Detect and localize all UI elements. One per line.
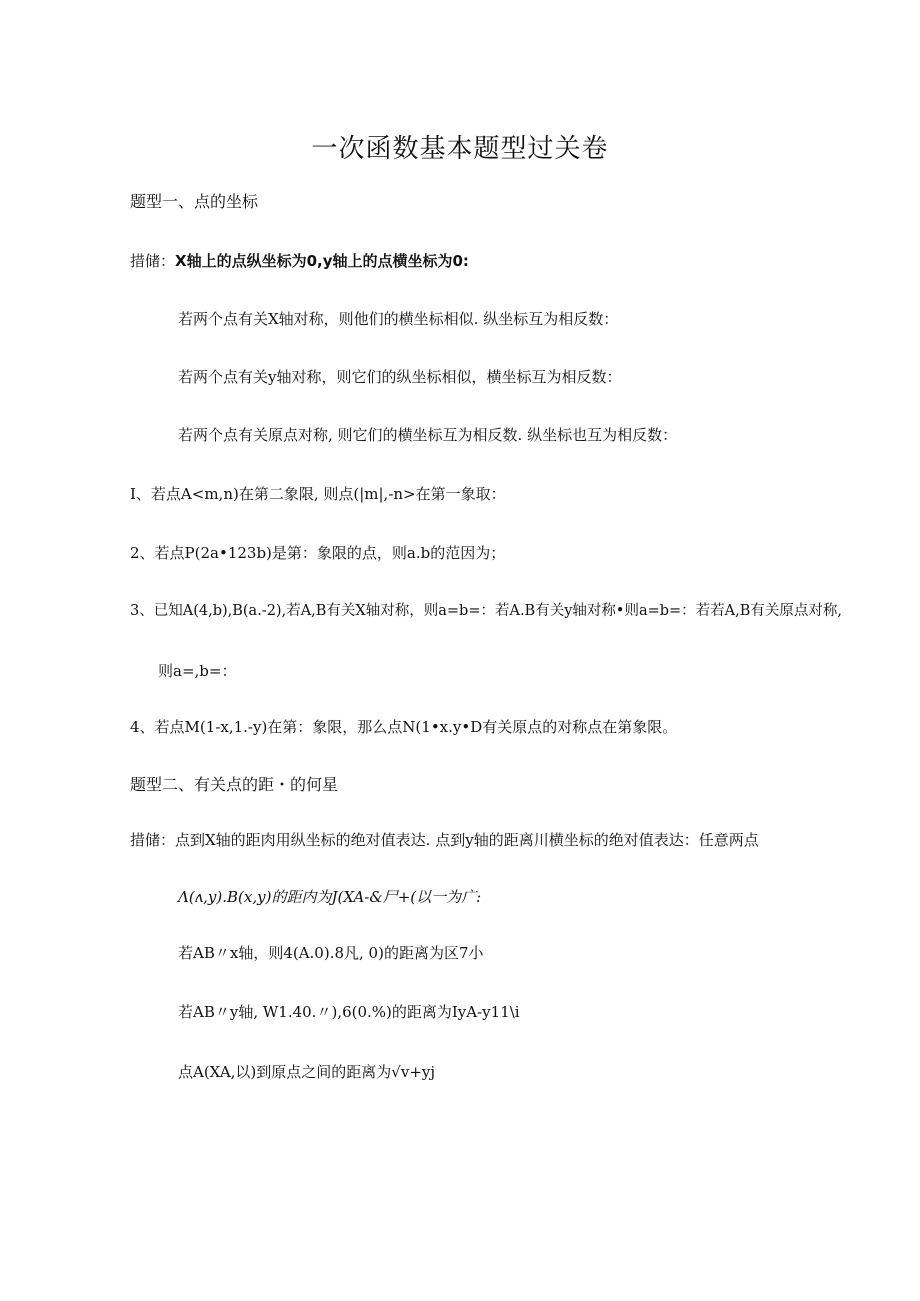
section2-rule: 措储：点到X轴的距肉用纵坐标的绝对值表达. 点到y轴的距离川横坐标的绝对值表达：任意两点 <box>130 831 759 849</box>
rule-text: X轴上的点纵坐标为0,y轴上的点横坐标为0: <box>175 252 469 270</box>
distance-formula: Λ(ʌ,y).B(x,y)的距内为J(XA-&尸+(以一为广: <box>178 888 482 906</box>
section1-rule <box>130 251 469 271</box>
symmetry-x-axis: 若两个点有关X轴对称，则他们的横坐标相似. 纵坐标互为相反数： <box>178 310 619 328</box>
parallel-x-distance: 若AB〃x轴，则4(A.0).8凡, 0)的距离为区7小 <box>178 944 484 962</box>
symmetry-y-axis: 若两个点有关y轴对称，则它们的纵坐标相似，横坐标互为相反数： <box>178 368 622 386</box>
origin-distance: 点A(XA,以)到原点之间的距离为√v+yj <box>178 1063 436 1081</box>
symmetry-origin: 若两个点有关原点对称, 则它们的横坐标互为相反数. 纵坐标也互为相反数： <box>178 426 678 444</box>
question-2: 2、若点P(2a•123b)是第：象限的点，则a.b的范因为； <box>130 544 506 562</box>
rule-prefix: 措储： <box>130 252 176 270</box>
parallel-y-distance: 若AB〃y轴, W1.40.〃),6(0.%)的距离为IyA-y11\i <box>178 1003 520 1021</box>
question-3-continued: 则a=,b=： <box>158 662 237 680</box>
section1-heading: 题型一、点的坐标 <box>130 192 259 211</box>
question-1: I、若点A<m,n)在第二象限, 则点(|m|,-n>在第一象取： <box>130 485 506 503</box>
question-3: 3、已知A(4,b),B(a.-2),若A,B有关X轴对称，则a=b=：若A.B有关y轴对称•则a=b=：若若A,B有关原点对称, <box>130 603 843 619</box>
section2-heading: 题型二、有关点的距・的何星 <box>130 775 339 794</box>
page-title: 一次函数基本题型过关卷 <box>311 134 609 164</box>
question-4: 4、若点M(1-x,1.-y)在第：象限，那么点N(1•x.y•D有关原点的对称点在第象限。 <box>130 718 678 736</box>
